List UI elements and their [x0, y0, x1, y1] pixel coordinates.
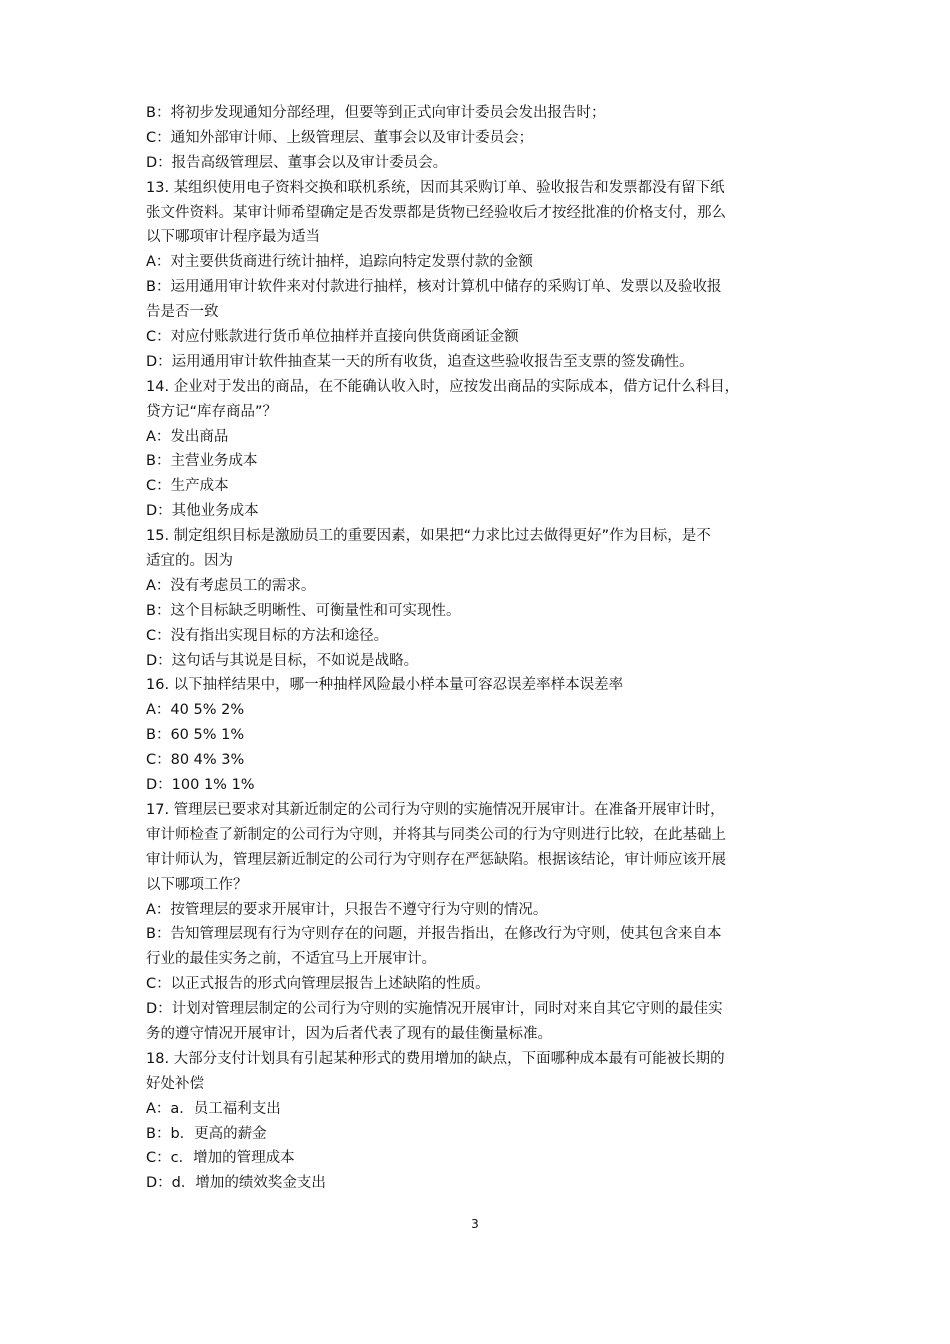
text-line: B：b．更高的薪金 — [146, 1125, 267, 1142]
text-line: A：发出商品 — [146, 428, 229, 445]
text-line: C：80 4% 3% — [146, 752, 245, 769]
text-line: 务的遵守情况开展审计，因为后者代表了现有的最佳衡量标准。 — [146, 1025, 552, 1042]
text-line: 14. 企业对于发出的商品，在不能确认收入时，应按发出商品的实际成本，借方记什么科目， — [146, 378, 740, 395]
text-line: A：按管理层的要求开展审计，只报告不遵守行为守则的情况。 — [146, 901, 548, 918]
text-line: A：没有考虑员工的需求。 — [146, 577, 316, 594]
text-line: C：没有指出实现目标的方法和途径。 — [146, 627, 389, 644]
text-line: 贷方记“库存商品”？ — [146, 403, 278, 420]
text-line: 审计师检查了新制定的公司行为守则，并将其与同类公司的行为守则进行比较，在此基础上 — [146, 826, 726, 843]
text-line: 15. 制定组织目标是激励员工的重要因素，如果把“力求比过去做得更好”作为目标，是不 — [146, 528, 711, 545]
text-line: B：将初步发现通知分部经理，但要等到正式向审计委员会发出报告时； — [146, 105, 606, 121]
page-number: 3 — [471, 1217, 479, 1231]
text-line: B：运用通用审计软件来对付款进行抽样，核对计算机中储存的采购订单、发票以及验收报 — [146, 279, 722, 296]
text-line: C：通知外部审计师、上级管理层、董事会以及审计委员会； — [146, 129, 534, 146]
text-line: B：主营业务成本 — [146, 453, 258, 470]
text-line: 17. 管理层已要求对其新近制定的公司行为守则的实施情况开展审计。在准备开展审计时， — [146, 801, 725, 818]
text-line: D：100 1% 1% — [146, 777, 255, 794]
text-line: 13. 某组织使用电子资料交换和联机系统，因而其采购订单、验收报告和发票都没有留下纸 — [146, 179, 725, 196]
text-line: D：报告高级管理层、董事会以及审计委员会。 — [146, 154, 448, 171]
text-line: 审计师认为，管理层新近制定的公司行为守则存在严惩缺陷。根据该结论，审计师应该开展 — [146, 851, 726, 868]
text-line: B：告知管理层现有行为守则存在的问题，并报告指出，在修改行为守则，使其包含来自本 — [146, 926, 722, 943]
text-line: D：运用通用审计软件抽查某一天的所有收货，追查这些验收报告至支票的签发确性。 — [146, 353, 694, 370]
text-line: C：c．增加的管理成本 — [146, 1150, 295, 1167]
text-line: 告是否一致 — [146, 304, 219, 321]
text-line: D：其他业务成本 — [146, 503, 259, 520]
page-body — [146, 101, 818, 1196]
text-line: A：40 5% 2% — [146, 702, 245, 719]
text-line: 适宜的。因为 — [146, 553, 233, 570]
text-line: 行业的最佳实务之前，不适宜马上开展审计。 — [146, 951, 436, 968]
text-line: C：对应付账款进行货币单位抽样并直接向供货商函证金额 — [146, 329, 519, 346]
text-line: A：a．员工福利支出 — [146, 1100, 281, 1117]
text-line: B：60 5% 1% — [146, 727, 245, 744]
text-line: C：生产成本 — [146, 478, 229, 495]
text-line: A：对主要供货商进行统计抽样，追踪向特定发票付款的金额 — [146, 254, 533, 271]
text-line: 好处补偿 — [146, 1075, 204, 1092]
text-line: 以下哪项工作？ — [146, 876, 248, 893]
text-line: 16. 以下抽样结果中，哪一种抽样风险最小样本量可容忍误差率样本误差率 — [146, 677, 624, 694]
text-line: 张文件资料。某审计师希望确定是否发票都是货物已经验收后才按经批准的价格支付，那么 — [146, 204, 726, 221]
text-line: D：d．增加的绩效奖金支出 — [146, 1175, 326, 1192]
text-line: 以下哪项审计程序最为适当 — [146, 229, 320, 246]
text-line: C：以正式报告的形式向管理层报告上述缺陷的性质。 — [146, 976, 490, 993]
text-line: D：计划对管理层制定的公司行为守则的实施情况开展审计，同时对来自其它守则的最佳实 — [146, 1001, 723, 1018]
text-line: D：这句话与其说是目标，不如说是战略。 — [146, 652, 419, 669]
text-line: 18. 大部分支付计划具有引起某种形式的费用增加的缺点，下面哪种成本最有可能被长期的 — [146, 1050, 725, 1067]
text-line: B：这个目标缺乏明晰性、可衡量性和可实现性。 — [146, 602, 461, 619]
